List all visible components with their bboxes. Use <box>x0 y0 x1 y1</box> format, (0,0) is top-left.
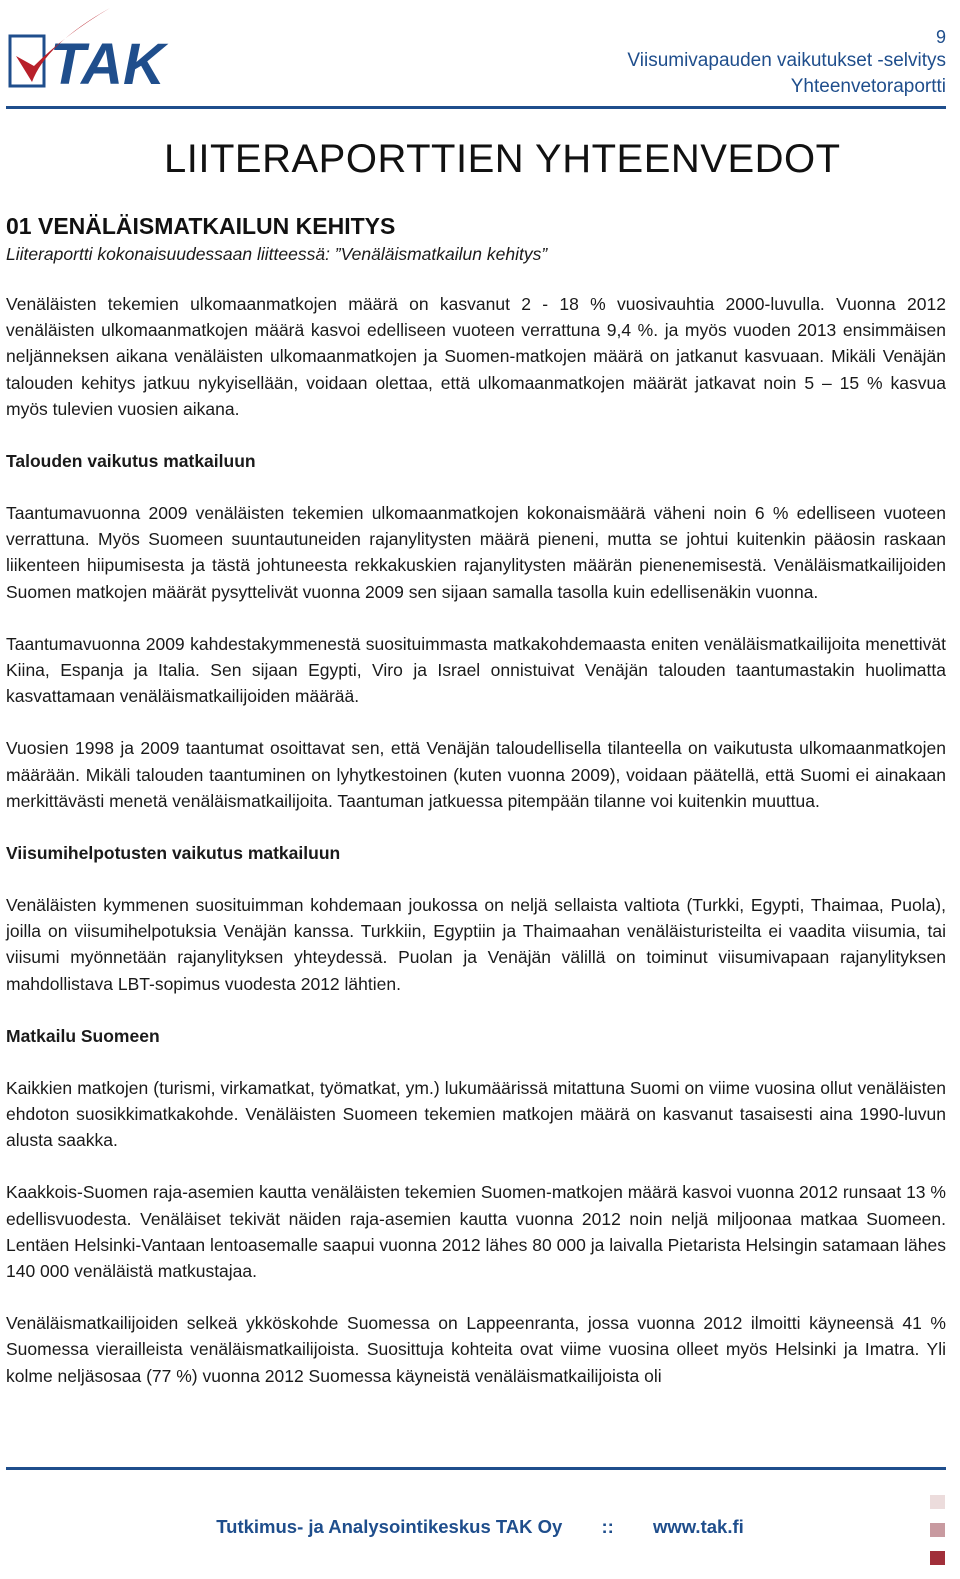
running-header <box>627 26 946 100</box>
logo-text: TAK <box>50 32 165 94</box>
section-subheading: Liiteraportti kokonaisuudessaan liitteessä: ”Venäläismatkailun kehitys” <box>6 244 548 264</box>
main-content <box>6 211 946 1415</box>
footer-separator: :: <box>601 1516 614 1537</box>
page-title: LIITERAPORTTIEN YHTEENVEDOT <box>164 137 841 181</box>
header-rule <box>6 106 946 109</box>
footer-rule <box>6 1467 946 1470</box>
footer-url-link[interactable]: www.tak.fi <box>652 1516 744 1537</box>
footer <box>0 1516 960 1538</box>
paragraph: Taantumavuonna 2009 kahdestakymmenestä suosituimmasta matkakohdemaasta eniten venäläismatkailijoita menettivät Kiina, Espanja ja Italia. Sen sijaan Egypti, Viro ja Israel onnistuivat Venäjän talouden taantumastakin huolimatta kasvattamaan venäläismatkailijoiden määrää. <box>6 633 946 707</box>
tak-logo <box>6 4 211 94</box>
page-number: 9 <box>935 27 946 47</box>
subheading: Matkailu Suomeen <box>6 1025 160 1046</box>
footer-org: Tutkimus- ja Analysointikeskus TAK Oy <box>216 1516 563 1537</box>
subheading: Talouden vaikutus matkailuun <box>6 451 256 472</box>
paragraph: Taantumavuonna 2009 venäläisten tekemien ulkomaanmatkojen kokonaismäärä väheni noin 6 % edelliseen vuoteen verrattuna. Myös Suomeen suuntautuneiden rajanylitysten määrä pieneni, mutta se johtui kuitenkin pääosin raskaan liikenteen hiipumisesta ja tästä johtuneesta rekkakuskien rajanylitysten määrän pienenemisestä. Venäläismatkailijoiden Suomen matkojen määrät pysyttelivät vuonna 2009 sen sijaan samalla tasolla kuin edellisenäkin vuonna. <box>6 503 946 602</box>
decor-square-dark <box>930 1551 945 1565</box>
header-report-type: Yhteenvetoraportti <box>790 76 946 97</box>
decor-square-light <box>930 1495 945 1509</box>
paragraph: Kaakkois-Suomen raja-asemien kautta venäläisten tekemien Suomen-matkojen määrä kasvoi vuonna 2012 runsaat 13 % edellisvuodesta. Venäläiset tekivät näiden raja-asemien kautta vuonna 2012 noin neljä miljoonaa matkaa Suomeen. Lentäen Helsinki-Vantaan lentoasemalle saapui vuonna 2012 lähes 80 000 ja laivalla Pietarista Helsingin satamaan lähes 140 000 venäläistä matkustajaa. <box>6 1182 946 1282</box>
paragraph: Venäläisten tekemien ulkomaanmatkojen määrä on kasvanut 2 - 18 % vuosivauhtia 2000-luvulla. Vuonna 2012 venäläisten ulkomaanmatkojen määrä kasvoi edelliseen vuoteen verrattuna 9,4 %. ja myös vuoden 2013 ensimmäisen neljänneksen aikana venäläisten ulkomaanmatkojen ja Suomen-matkojen määrä on jatkanut kasvuaan. Mikäli Venäjän talouden kehitys jatkuu nykyisellään, voidaan olettaa, että ulkomaanmatkojen määrät jatkavat noin 5 – 15 % kasvua myös tulevien vuosien aikana. <box>6 294 946 419</box>
subheading: Viisumihelpotusten vaikutus matkailuun <box>6 843 341 864</box>
paragraph: Venäläismatkailijoiden selkeä ykköskohde Suomessa on Lappeenranta, jossa vuonna 2012 ilmoitti käyneensä 41 % Suomessa vierailleista venäläismatkailijoista. Suosittuja kohteita ovat viime vuosina olleet myös Helsinki ja Imatra. Yli kolme neljäsosaa (77 %) vuonna 2012 Suomessa käyneistä venäläismatkailijoista oli <box>6 1313 946 1386</box>
header-report-title: Viisumivapauden vaikutukset -selvitys <box>627 50 946 71</box>
decor-square-mid <box>930 1523 945 1537</box>
paragraph: Vuosien 1998 ja 2009 taantumat osoittavat sen, että Venäjän taloudellisella tilanteella on vaikutusta ulkomaanmatkojen määrään. Mikäli talouden taantuminen on lyhytkestoinen (kuten vuonna 2009), voidaan päätellä, että Suomi ei ainakaan merkittävästi menetä venäläismatkailijoita. Taantuman jatkuessa pitempään tilanne voi kuitenkin muuttua. <box>6 738 946 811</box>
paragraph: Venäläisten kymmenen suosituimman kohdemaan joukossa on neljä sellaista valtiota (Turkki, Egypti, Thaimaa, Puola), joilla on viisumihelpotuksia Venäjän kanssa. Turkkiin, Egyptiin ja Thaimaahan venäläisturisteilta ei vaadita viisumia, tai viisumi myönnetään rajanylityksen yhteydessä. Puolan ja Venäjän välillä on toiminut viisumivapaan rajanylityksen mahdollistava LBT-sopimus vuodesta 2012 lähtien. <box>6 895 946 994</box>
paragraph: Kaikkien matkojen (turismi, virkamatkat, työmatkat, ym.) lukumäärissä mitattuna Suomi on viime vuosina ollut venäläisten ehdoton suosikkimatkakohde. Venäläisten Suomeen tekemien matkojen määrä on kasvanut tasaisesti aina 1990-luvun alusta saakka. <box>6 1077 946 1151</box>
section-heading: 01 VENÄLÄISMATKAILUN KEHITYS <box>6 213 396 239</box>
